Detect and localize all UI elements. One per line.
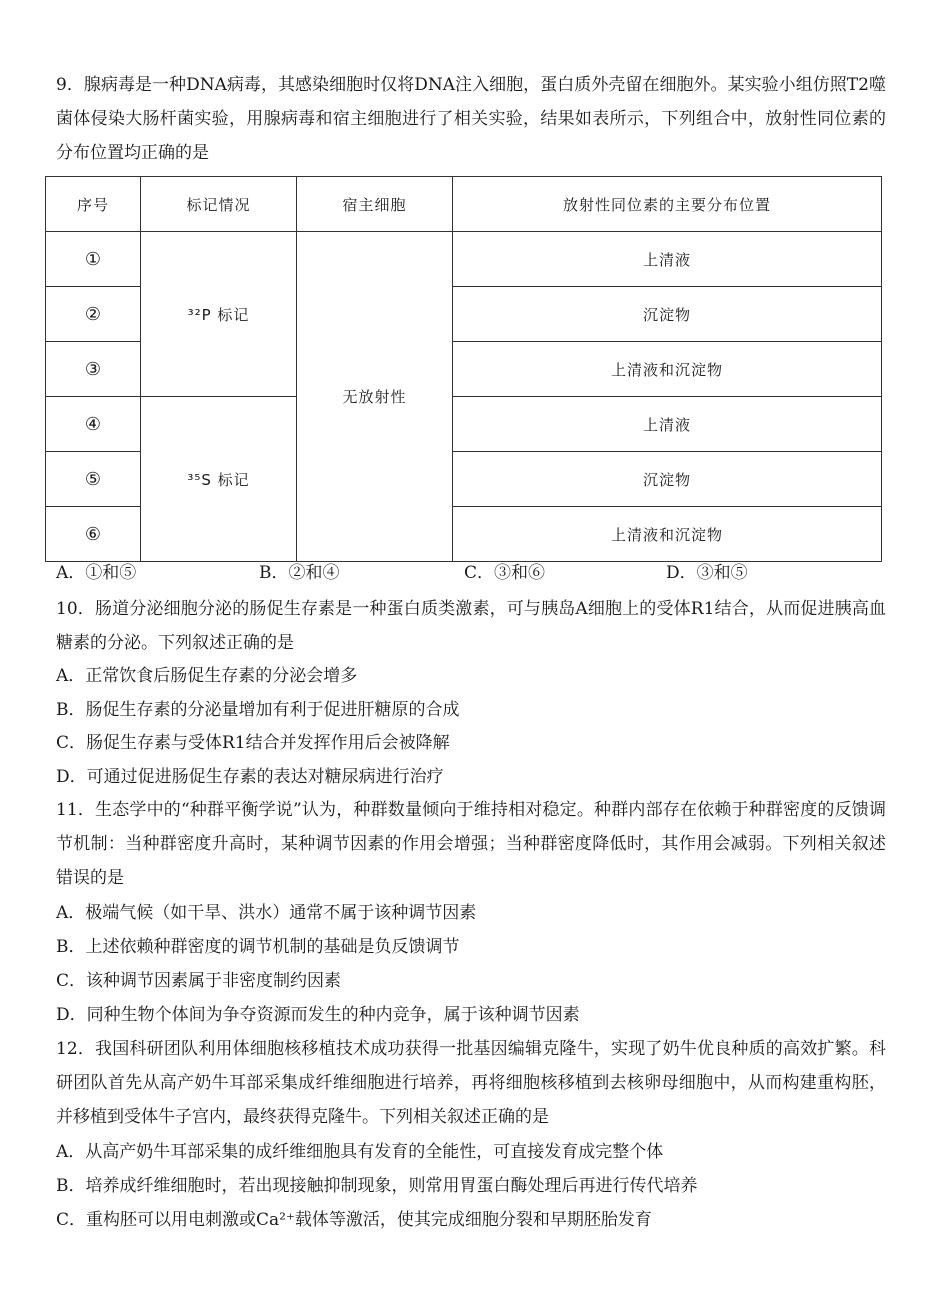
q11-option-c: C．该种调节因素属于非密度制约因素 <box>56 971 342 991</box>
q9-stem: 9．腺病毒是一种DNA病毒，其感染细胞时仅将DNA注入细胞，蛋白质外壳留在细胞外。某实验小组仿照T2噬菌体侵染大肠杆菌实验，用腺病毒和宿主细胞进行了相关实验，结果如表所示，下列组合中，放射性同位素的分布位置均正确的是 <box>56 75 886 163</box>
q11-option-d: D．同种生物个体间为争夺资源而发生的种内竞争，属于该种调节因素 <box>56 1005 580 1025</box>
q9-option-d: D．③和⑤ <box>666 563 748 583</box>
label-p32: ³²P 标记 <box>141 232 297 397</box>
row-location: 上清液和沉淀物 <box>453 342 882 397</box>
label-s35: ³⁵S 标记 <box>141 397 297 562</box>
q10-option-a: A．正常饮食后肠促生存素的分泌会增多 <box>56 666 358 686</box>
q9-option-b: B．②和④ <box>259 563 340 583</box>
q12-stem: 12．我国科研团队利用体细胞核移植技术成功获得一批基因编辑克隆牛，实现了奶牛优良种质的高效扩繁。科研团队首先从高产奶牛耳部采集成纤维细胞进行培养，再将细胞核移植到去核卵母细胞中，从而构建重构胚，并移植到受体牛子宫内，最终获得克隆牛。下列相关叙述正确的是 <box>56 1039 886 1127</box>
row-no: ⑥ <box>46 507 141 562</box>
q10-option-b: B．肠促生存素的分泌量增加有利于促进肝糖原的合成 <box>56 700 460 720</box>
q12-option-c: C．重构胚可以用电刺激或Ca²⁺载体等激活，使其完成细胞分裂和早期胚胎发育 <box>56 1210 652 1230</box>
row-no: ⑤ <box>46 452 141 507</box>
header-host: 宿主细胞 <box>297 177 453 232</box>
row-no: ④ <box>46 397 141 452</box>
q9-option-a: A．①和⑤ <box>56 563 137 583</box>
row-no: ② <box>46 287 141 342</box>
q11-option-b: B．上述依赖种群密度的调节机制的基础是负反馈调节 <box>56 937 460 957</box>
row-location: 上清液 <box>453 232 882 287</box>
row-no: ③ <box>46 342 141 397</box>
q10-option-c: C．肠促生存素与受体R1结合并发挥作用后会被降解 <box>56 733 450 753</box>
q10-option-d: D．可通过促进肠促生存素的表达对糖尿病进行治疗 <box>56 767 444 787</box>
q11-option-a: A．极端气候（如干旱、洪水）通常不属于该种调节因素 <box>56 903 477 923</box>
row-location: 沉淀物 <box>453 287 882 342</box>
q10-stem: 10．肠道分泌细胞分泌的肠促生存素是一种蛋白质类激素，可与胰岛A细胞上的受体R1结合，从而促进胰高血糖素的分泌。下列叙述正确的是 <box>56 599 886 653</box>
header-label: 标记情况 <box>141 177 297 232</box>
table-row <box>46 397 882 452</box>
q11-stem: 11．生态学中的“种群平衡学说”认为，种群数量倾向于维持相对稳定。种群内部存在依赖于种群密度的反馈调节机制：当种群密度升高时，某种调节因素的作用会增强；当种群密度降低时，其作用会减弱。下列相关叙述错误的是 <box>56 800 886 888</box>
row-location: 沉淀物 <box>453 452 882 507</box>
table-row <box>46 232 882 287</box>
q9-table <box>45 176 882 562</box>
q12-option-a: A．从高产奶牛耳部采集的成纤维细胞具有发育的全能性，可直接发育成完整个体 <box>56 1142 664 1162</box>
header-no: 序号 <box>46 177 141 232</box>
row-no: ① <box>46 232 141 287</box>
row-location: 上清液和沉淀物 <box>453 507 882 562</box>
row-location: 上清液 <box>453 397 882 452</box>
header-location: 放射性同位素的主要分布位置 <box>453 177 882 232</box>
q12-option-b: B．培养成纤维细胞时，若出现接触抑制现象，则常用胃蛋白酶处理后再进行传代培养 <box>56 1176 698 1196</box>
table-header-row <box>46 177 882 232</box>
q9-option-c: C．③和⑥ <box>464 563 546 583</box>
host-cell: 无放射性 <box>297 232 453 562</box>
